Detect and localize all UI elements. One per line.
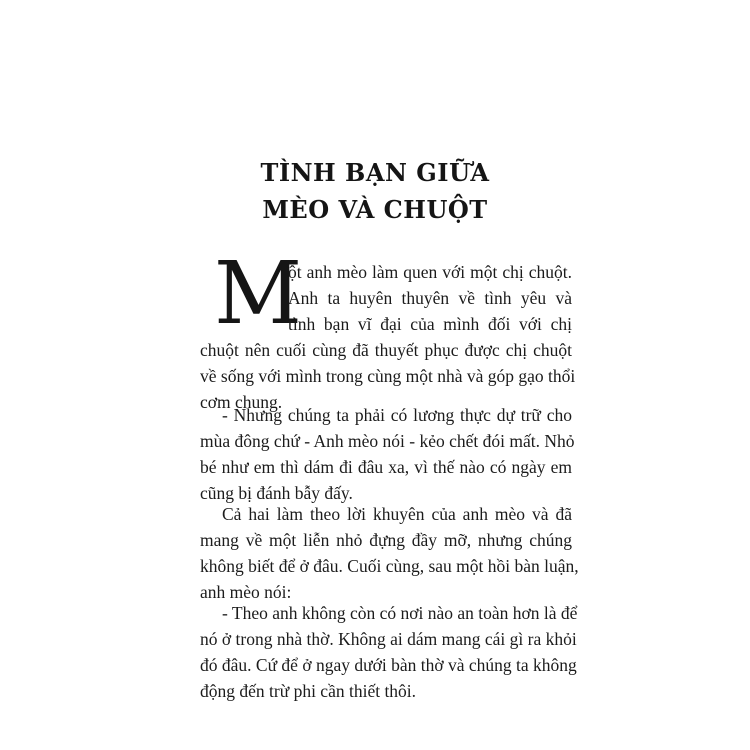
paragraph-line: mang về một liễn nhỏ đựng đầy mỡ, nhưng chúng	[200, 530, 572, 550]
paragraph-line: tình bạn vĩ đại của mình đối với chị	[288, 314, 572, 334]
paragraph-line: mùa đông chứ - Anh mèo nói - kẻo chết đói mất. Nhỏ	[200, 431, 575, 451]
paragraph-line: cũng bị đánh bẫy đấy.	[200, 483, 353, 503]
chapter-title-line-2: MÈO VÀ CHUỘT	[262, 195, 488, 224]
paragraph-line: động đến trừ phi cần thiết thôi.	[200, 681, 417, 701]
paragraph-line: anh mèo nói:	[200, 582, 292, 602]
paragraph-line: về sống với mình trong cùng một nhà và góp gạo thổi	[200, 366, 576, 386]
paragraph-line: đó đâu. Cứ để ở ngay dưới bàn thờ và chúng ta không	[200, 655, 577, 675]
paragraph-line: Anh ta huyên thuyên về tình yêu và	[288, 288, 572, 308]
paragraph-line: cơm chung.	[200, 392, 283, 412]
paragraph-4	[200, 600, 578, 704]
paragraph-line: bé như em thì dám đi đâu xa, vì thế nào có ngày em	[200, 457, 572, 477]
paragraph-line: chuột nên cuối cùng đã thuyết phục được chị chuột	[200, 340, 572, 360]
paragraph-3	[200, 501, 579, 605]
paragraph-line: nó ở trong nhà thờ. Không ai dám mang cái gì ra khỏi	[200, 629, 577, 649]
paragraph-line: - Nhưng chúng ta phải có lương thực dự trữ cho	[222, 405, 572, 425]
paragraph-2	[200, 402, 575, 506]
drop-cap: M	[214, 244, 303, 344]
chapter-title-line-1: TÌNH BẠN GIỮA	[260, 158, 490, 187]
paragraph-line: - Theo anh không còn có nơi nào an toàn hơn là để	[222, 603, 578, 623]
paragraph-line: ột anh mèo làm quen với một chị chuột.	[288, 262, 572, 282]
paragraph-line: Cả hai làm theo lời khuyên của anh mèo và đã	[222, 504, 572, 524]
paragraph-line: không biết để ở đâu. Cuối cùng, sau một hồi bàn luận,	[200, 556, 579, 576]
